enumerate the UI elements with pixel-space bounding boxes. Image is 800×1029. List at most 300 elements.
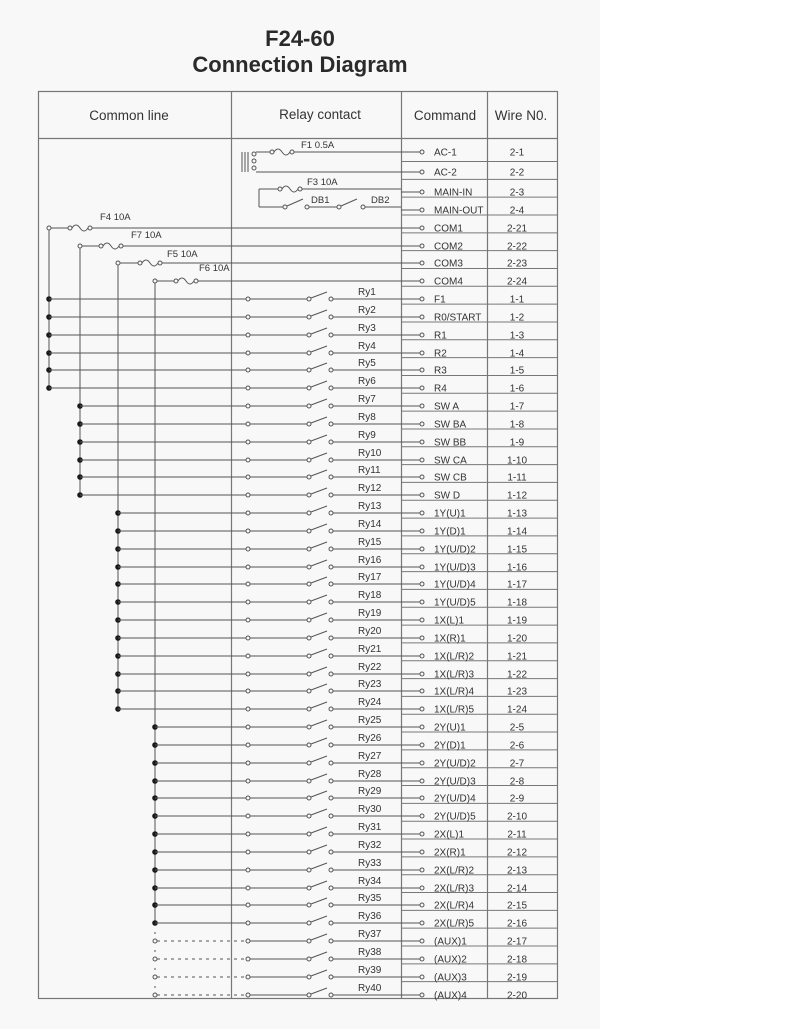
- terminal-icon: [420, 333, 424, 337]
- wire-number: 2-8: [509, 776, 525, 788]
- terminal-icon: [420, 458, 424, 462]
- wire-number: 1-23: [506, 686, 528, 698]
- wire-number: 2-15: [506, 900, 528, 912]
- table-row: [153, 965, 527, 984]
- wire-number: 2-12: [506, 847, 528, 859]
- wire-number: 1-15: [506, 544, 528, 556]
- wire-number: 1-12: [506, 490, 528, 502]
- header-wire-no: Wire N0.: [494, 108, 548, 123]
- command-label: 2X(L/R)2: [434, 865, 475, 877]
- command-label: 2Y(U/D)3: [434, 776, 476, 788]
- table-row: [153, 715, 525, 734]
- terminal-icon: [420, 170, 424, 174]
- relay-label: Ry21: [358, 644, 382, 655]
- terminal-icon: [420, 921, 424, 925]
- terminal-icon: [420, 368, 424, 372]
- relay-switch-icon: [307, 435, 333, 444]
- command-label: R3: [434, 365, 447, 377]
- relay-label: Ry23: [358, 679, 382, 690]
- title-model: F24-60: [265, 26, 335, 51]
- command-label: F1: [434, 294, 446, 306]
- wire-number: 1-11: [507, 472, 527, 484]
- command-label: 1Y(D)1: [434, 526, 466, 538]
- connection-rows: [47, 148, 528, 1002]
- command-label: (AUX)1: [434, 936, 467, 948]
- relay-label: Ry19: [358, 608, 382, 619]
- relay-label: Ry37: [358, 929, 382, 940]
- wire-number: 1-16: [506, 562, 528, 574]
- wire-number: 1-19: [506, 615, 528, 627]
- wire-number: 2-18: [506, 954, 528, 966]
- table-row: [153, 876, 528, 895]
- wire-number: 1-10: [506, 455, 528, 467]
- terminal-icon: [420, 150, 424, 154]
- relay-label: Ry34: [358, 876, 382, 887]
- command-label: 1Y(U/D)4: [434, 579, 476, 591]
- terminal-icon: [420, 868, 424, 872]
- command-label: MAIN-OUT: [434, 205, 484, 217]
- command-label: COM2: [434, 241, 463, 253]
- fuse-icon: [99, 243, 123, 249]
- relay-switch-icon: [307, 292, 333, 301]
- wire-number: 2-20: [506, 990, 528, 1002]
- command-label: COM4: [434, 276, 463, 288]
- command-label: COM3: [434, 258, 463, 270]
- terminal-icon: [420, 814, 424, 818]
- wire-number: 1-14: [506, 526, 528, 538]
- command-label: MAIN-IN: [434, 187, 473, 199]
- command-label: 1X(L/R)3: [434, 669, 475, 681]
- command-label: R2: [434, 348, 447, 360]
- wire-number: 2-9: [509, 793, 525, 805]
- relay-contact: [47, 328, 401, 337]
- fuse-f6-label: F6 10A: [199, 263, 230, 274]
- relay-switch-icon: [307, 809, 333, 818]
- relay-switch-icon: [307, 684, 333, 693]
- row-grid: [401, 162, 558, 982]
- command-label: 1Y(U)1: [434, 508, 466, 520]
- terminal-icon: [420, 404, 424, 408]
- relay-label: Ry22: [358, 662, 382, 673]
- relay-switch-icon: [307, 399, 333, 408]
- relay-switch-icon: [307, 577, 333, 586]
- fuse-icon: [138, 260, 162, 266]
- table-row: [401, 259, 527, 270]
- table-row: [153, 822, 527, 841]
- relay-contact: [78, 399, 401, 408]
- relay-label: Ry11: [358, 465, 381, 476]
- relay-contact: [78, 417, 401, 426]
- relay-label: Ry5: [358, 358, 376, 369]
- relay-switch-icon: [307, 791, 333, 800]
- relay-switch-icon: [307, 488, 333, 497]
- wire-number: 2-16: [506, 918, 528, 930]
- relay-switch-icon: [307, 667, 333, 676]
- wire-number: 2-19: [506, 972, 528, 984]
- relay-switch-icon: [307, 595, 333, 604]
- relay-switch-icon: [307, 970, 333, 979]
- transformer-icon: [242, 152, 256, 172]
- terminal-icon: [420, 297, 424, 301]
- wire-number: 2-21: [506, 223, 528, 235]
- table-row: [153, 947, 527, 966]
- terminal-icon: [420, 529, 424, 533]
- fuse-feed-3: [116, 260, 401, 266]
- command-label: 2Y(U/D)2: [434, 758, 476, 770]
- terminal-icon: [420, 565, 424, 569]
- relay-contact: [78, 470, 401, 479]
- terminal-icon: [420, 190, 424, 194]
- wire-number: 1-1: [509, 294, 525, 306]
- relay-switch-icon: [307, 506, 333, 515]
- terminal-icon: [420, 226, 424, 230]
- table-row: [116, 537, 528, 556]
- terminal-icon: [420, 939, 424, 943]
- terminal-icon: [420, 689, 424, 693]
- terminal-icon: [420, 582, 424, 586]
- table-row: [153, 858, 528, 877]
- terminal-icon: [420, 475, 424, 479]
- fuse-f1-icon: [270, 149, 294, 155]
- table-header: [89, 107, 547, 123]
- relay-label: Ry35: [358, 893, 382, 904]
- wire-number: 2-1: [509, 147, 525, 159]
- table-row: [401, 168, 525, 179]
- relay-label: Ry26: [358, 733, 382, 744]
- command-label: SW D: [434, 490, 461, 502]
- wire-number: 1-6: [509, 383, 525, 395]
- command-label: 2Y(D)1: [434, 740, 466, 752]
- table-row: [116, 608, 528, 627]
- terminal-icon: [420, 903, 424, 907]
- table-row: [116, 555, 528, 574]
- relay-switch-icon: [307, 720, 333, 729]
- command-label: R0/START: [434, 312, 482, 324]
- table-row: [153, 769, 525, 788]
- relay-contact: [47, 363, 401, 372]
- wire-number: 2-22: [506, 241, 528, 253]
- relay-switch-icon: [307, 560, 333, 569]
- command-label: 2X(R)1: [434, 847, 466, 859]
- command-label: SW A: [434, 401, 460, 413]
- table-row: [116, 590, 528, 609]
- header-relay-contact: Relay contact: [279, 107, 361, 122]
- terminal-icon: [420, 315, 424, 319]
- wire-number: 2-5: [509, 722, 525, 734]
- wire-number: 1-5: [509, 365, 525, 377]
- relay-label: Ry1: [358, 287, 376, 298]
- relay-switch-icon: [307, 363, 333, 372]
- terminal-icon: [420, 993, 424, 997]
- relay-label: Ry10: [358, 448, 382, 459]
- terminal-icon: [420, 618, 424, 622]
- fuse-f7-label: F7 10A: [131, 230, 162, 241]
- table-row: [78, 394, 525, 413]
- relay-switch-icon: [307, 988, 333, 997]
- relay-switch-icon: [307, 774, 333, 783]
- table-row: [401, 148, 525, 159]
- table-row: [153, 911, 528, 930]
- relay-contact: [47, 346, 401, 355]
- relay-label: Ry24: [358, 697, 382, 708]
- wire-number: 2-17: [506, 936, 528, 948]
- wire-number: 2-3: [509, 187, 525, 199]
- relay-label: Ry20: [358, 626, 382, 637]
- terminal-icon: [420, 386, 424, 390]
- wire-number: 2-11: [507, 829, 527, 841]
- relay-label: Ry17: [358, 572, 382, 583]
- command-label: (AUX)4: [434, 990, 467, 1002]
- relay-switch-icon: [307, 934, 333, 943]
- command-label: SW CA: [434, 455, 467, 467]
- relay-switch-icon: [307, 310, 333, 319]
- table-frame: [38, 91, 558, 999]
- terminal-icon: [420, 654, 424, 658]
- fuse-feed-2: [78, 243, 401, 249]
- relay-label: Ry16: [358, 555, 382, 566]
- relay-switch-icon: [307, 702, 333, 711]
- relay-label: Ry40: [358, 983, 382, 994]
- wire-number: 2-24: [506, 276, 528, 288]
- table-row: [116, 501, 528, 520]
- relay-label: Ry31: [358, 822, 382, 833]
- wire-number: 1-24: [506, 704, 528, 716]
- relay-switch-icon: [307, 845, 333, 854]
- command-label: (AUX)3: [434, 972, 467, 984]
- fuse-feed-4: [153, 278, 401, 284]
- wire-number: 1-22: [506, 669, 528, 681]
- terminal-icon: [420, 279, 424, 283]
- terminal-icon: [420, 511, 424, 515]
- relay-label: Ry29: [358, 786, 382, 797]
- relay-label: Ry28: [358, 769, 382, 780]
- relay-switch-icon: [307, 453, 333, 462]
- relay-switch-icon: [307, 381, 333, 390]
- table-row: [153, 929, 527, 948]
- switch-db1-label: DB1: [311, 195, 330, 206]
- relay-switch-icon: [307, 827, 333, 836]
- relay-label: Ry38: [358, 947, 382, 958]
- relay-contact: [47, 292, 401, 301]
- relay-contact: [47, 381, 401, 390]
- relay-switch-icon: [307, 346, 333, 355]
- relay-label: Ry3: [358, 323, 376, 334]
- command-label: SW BB: [434, 437, 467, 449]
- wire-number: 1-13: [506, 508, 528, 520]
- fuse-icon: [174, 278, 198, 284]
- relay-contact: [78, 488, 401, 497]
- command-label: AC-1: [434, 147, 457, 159]
- table-row: [78, 412, 525, 431]
- table-row: [153, 733, 525, 752]
- command-label: COM1: [434, 223, 463, 235]
- command-label: (AUX)2: [434, 954, 467, 966]
- relay-switch-icon: [307, 649, 333, 658]
- relay-label: Ry27: [358, 751, 382, 762]
- relay-label: Ry2: [358, 305, 376, 316]
- command-label: 2Y(U/D)4: [434, 793, 476, 805]
- terminal-icon: [420, 208, 424, 212]
- wire-number: 2-6: [509, 740, 525, 752]
- terminal-icon: [420, 547, 424, 551]
- wire-number: 1-21: [506, 651, 528, 663]
- relay-label: Ry6: [358, 376, 376, 387]
- command-label: 1X(L/R)5: [434, 704, 475, 716]
- terminal-icon: [420, 600, 424, 604]
- wire-number: 1-2: [509, 312, 525, 324]
- fuse-icon: [68, 225, 92, 231]
- command-label: 1X(L/R)2: [434, 651, 475, 663]
- wire-number: 2-14: [506, 883, 528, 895]
- wire-number: 1-17: [506, 579, 528, 591]
- relay-label: Ry25: [358, 715, 382, 726]
- command-label: SW CB: [434, 472, 467, 484]
- wire-number: 2-4: [509, 205, 525, 217]
- title-subtitle: Connection Diagram: [192, 52, 408, 77]
- table-row: [153, 804, 528, 823]
- table-row: [116, 644, 528, 663]
- fuse-feed-1: [47, 225, 401, 231]
- switch-db2-label: DB2: [371, 195, 390, 206]
- wire-number: 1-20: [506, 633, 528, 645]
- command-label: 1X(L)1: [434, 615, 465, 627]
- table-row: [116, 519, 528, 538]
- command-label: 2X(L/R)4: [434, 900, 475, 912]
- table-row: [153, 751, 525, 770]
- relay-switch-icon: [307, 738, 333, 747]
- relay-switch-icon: [307, 952, 333, 961]
- relay-label: Ry15: [358, 537, 382, 548]
- command-label: 2Y(U)1: [434, 722, 466, 734]
- wire-number: 1-9: [509, 437, 525, 449]
- command-label: R4: [434, 383, 447, 395]
- relay-label: Ry36: [358, 911, 382, 922]
- relay-switch-icon: [307, 756, 333, 765]
- terminal-icon: [420, 672, 424, 676]
- terminal-icon: [420, 743, 424, 747]
- terminal-icon: [420, 351, 424, 355]
- table-row: [116, 697, 528, 716]
- relay-label: Ry12: [358, 483, 382, 494]
- relay-contact: [47, 310, 401, 319]
- table-row: [78, 483, 528, 502]
- command-label: 1Y(U/D)3: [434, 562, 476, 574]
- relay-switch-icon: [307, 524, 333, 533]
- command-label: 2X(L/R)3: [434, 883, 475, 895]
- command-label: 1X(R)1: [434, 633, 466, 645]
- relay-contact: [78, 453, 401, 462]
- fuse-f4-label: F4 10A: [100, 212, 131, 223]
- table-row: [116, 572, 528, 591]
- relay-switch-icon: [307, 631, 333, 640]
- header-command: Command: [413, 108, 477, 123]
- relay-label: Ry33: [358, 858, 382, 869]
- relay-label: Ry9: [358, 430, 376, 441]
- table-row: [116, 626, 528, 645]
- relay-switch-icon: [307, 863, 333, 872]
- relay-label: Ry39: [358, 965, 382, 976]
- terminal-icon: [420, 244, 424, 248]
- relay-label: Ry4: [358, 341, 376, 352]
- table-row: [116, 662, 528, 681]
- terminal-icon: [420, 975, 424, 979]
- wire-number: 1-3: [509, 330, 525, 342]
- relay-contact: [78, 435, 401, 444]
- fuse-f3-label: F3 10A: [307, 177, 338, 188]
- common-line-buses: [47, 225, 401, 923]
- relay-switch-icon: [307, 898, 333, 907]
- terminal-icon: [420, 957, 424, 961]
- terminal-icon: [420, 779, 424, 783]
- relay-label: Ry7: [358, 394, 376, 405]
- wire-number: 2-13: [506, 865, 528, 877]
- table-row: [153, 893, 528, 912]
- command-label: R1: [434, 330, 447, 342]
- relay-label: Ry14: [358, 519, 382, 530]
- table-row: [153, 840, 528, 859]
- terminal-icon: [420, 493, 424, 497]
- table-row: [78, 465, 527, 484]
- header-common-line: Common line: [89, 108, 169, 123]
- fuse-f3-icon: [278, 186, 302, 192]
- command-label: 1X(L/R)4: [434, 686, 475, 698]
- command-label: 2Y(U/D)5: [434, 811, 476, 823]
- terminal-icon: [420, 440, 424, 444]
- terminal-icon: [420, 850, 424, 854]
- wire-number: 2-10: [506, 811, 528, 823]
- switch-db1-icon: [283, 199, 309, 209]
- relay-switch-icon: [307, 916, 333, 925]
- wire-number: 1-18: [506, 597, 528, 609]
- terminal-icon: [420, 796, 424, 800]
- relay-switch-icon: [307, 417, 333, 426]
- fuse-f5-label: F5 10A: [167, 249, 198, 260]
- command-label: 2X(L/R)5: [434, 918, 475, 930]
- relay-switch-icon: [307, 613, 333, 622]
- relay-label: Ry32: [358, 840, 382, 851]
- terminal-icon: [420, 422, 424, 426]
- terminal-icon: [420, 886, 424, 890]
- command-label: SW BA: [434, 419, 467, 431]
- command-label: 2X(L)1: [434, 829, 465, 841]
- terminal-icon: [420, 261, 424, 265]
- relay-label: Ry8: [358, 412, 376, 423]
- relay-switch-icon: [307, 881, 333, 890]
- wire-number: 1-8: [509, 419, 525, 431]
- relay-switch-icon: [307, 328, 333, 337]
- relay-label: Ry13: [358, 501, 382, 512]
- fuse-f1-label: F1 0.5A: [301, 140, 335, 151]
- command-label: 1Y(U/D)5: [434, 597, 476, 609]
- wire-number: 2-2: [509, 167, 525, 179]
- table-row: [116, 679, 528, 698]
- table-row: [153, 786, 525, 805]
- command-label: 1Y(U/D)2: [434, 544, 476, 556]
- command-label: AC-2: [434, 167, 457, 179]
- terminal-icon: [420, 761, 424, 765]
- relay-label: Ry30: [358, 804, 382, 815]
- wire-number: 1-4: [509, 348, 525, 360]
- relay-switch-icon: [307, 542, 333, 551]
- switch-db2-icon: [337, 199, 365, 209]
- relay-label: Ry18: [358, 590, 382, 601]
- wire-number: 1-7: [509, 401, 525, 413]
- terminal-icon: [420, 636, 424, 640]
- relay-switch-icon: [307, 470, 333, 479]
- terminal-icon: [420, 725, 424, 729]
- terminal-icon: [420, 832, 424, 836]
- wire-number: 2-23: [506, 258, 528, 270]
